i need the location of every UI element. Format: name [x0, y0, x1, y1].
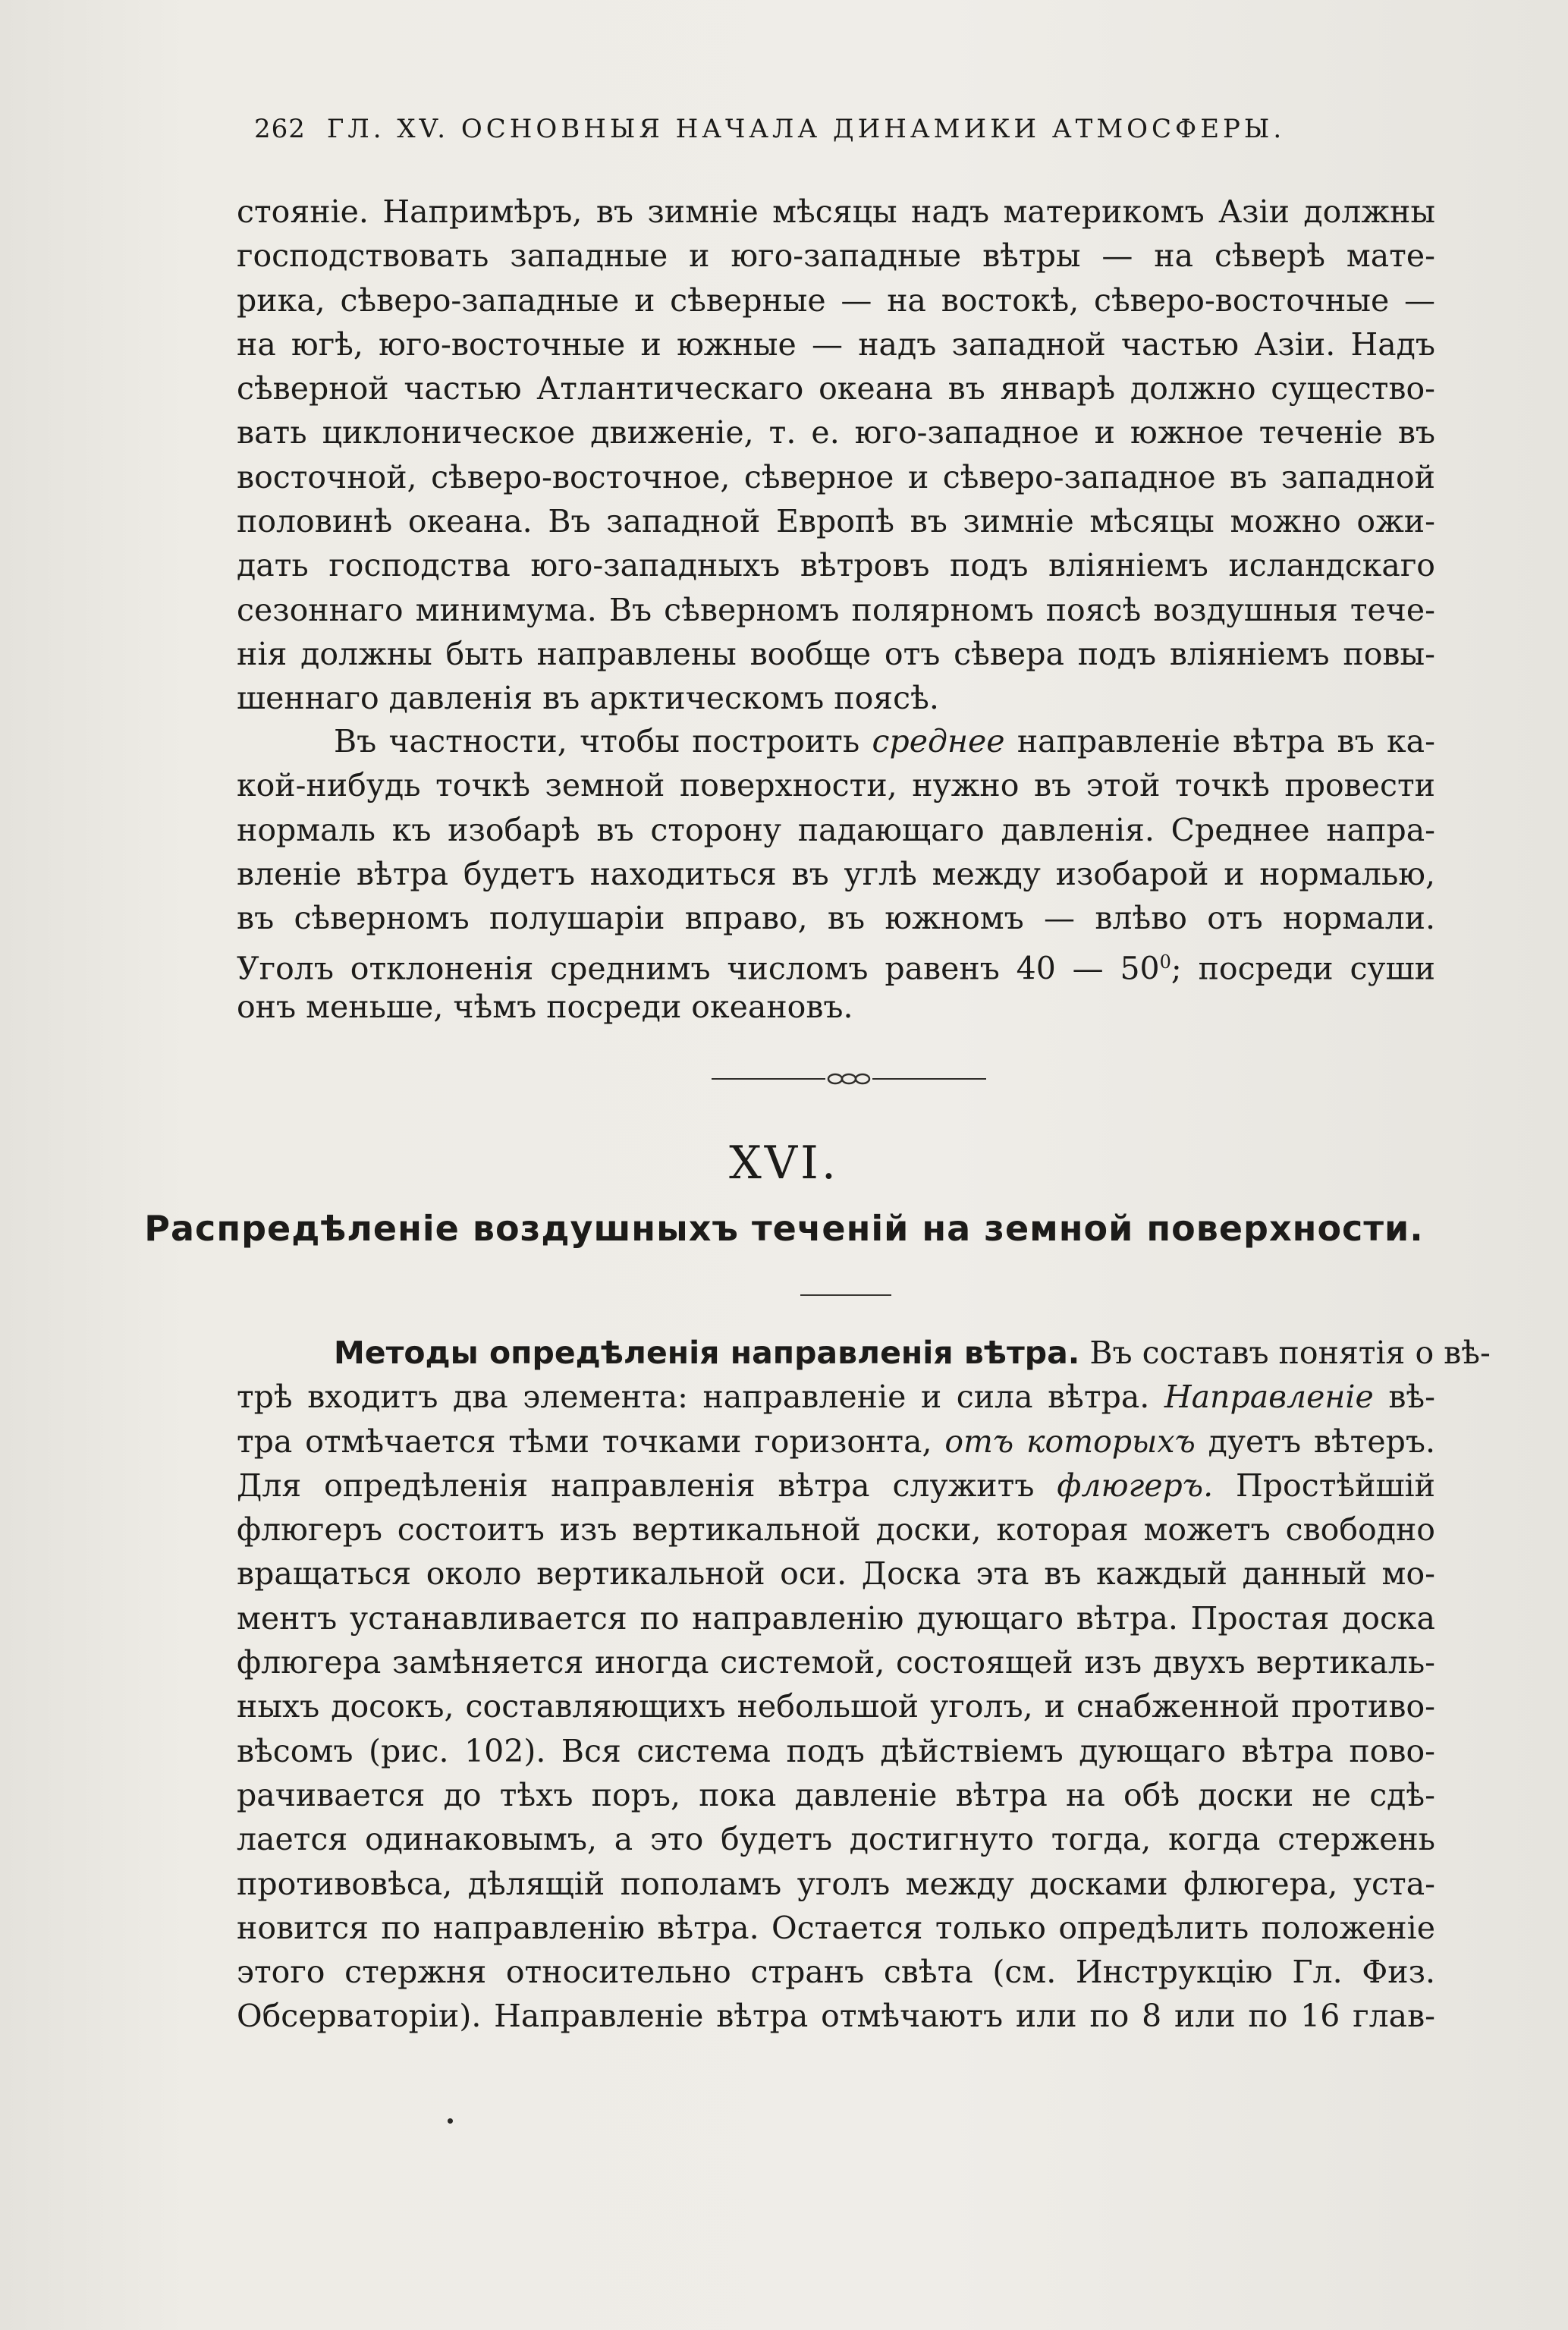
paragraph-3	[237, 1331, 1491, 2039]
text-line: флюгеръ состоитъ изъ вертикальной доски, которая можетъ свободно	[237, 1511, 1435, 1549]
text-line: нормаль къ изобарѣ въ сторону падающаго давленія. Среднее напра-	[237, 811, 1435, 848]
degree-superscript: 0	[1159, 951, 1171, 973]
text-line: вать циклоническое движеніе, т. е. юго-западное и южное теченіе въ	[237, 414, 1435, 451]
emphasis: Направленіе	[1164, 1379, 1374, 1416]
page-number: 262	[254, 114, 306, 144]
text-line: этого стержня относительно странъ свѣта (см. Инструкцію Гл. Физ.	[237, 1954, 1435, 1991]
text-line: нія должны быть направлены вообще отъ сѣвера подъ вліяніемъ повы-	[237, 635, 1435, 672]
text-line: восточной, сѣверо-восточное, сѣверное и сѣверо-западное въ западной	[237, 458, 1435, 495]
text-line: стояніе. Напримѣръ, въ зимніе мѣсяцы надъ материкомъ Азіи должны	[237, 193, 1435, 230]
text-line: вленіе вѣтра будетъ находиться въ углѣ между изобарой и нормалью,	[237, 855, 1435, 892]
text-line: онъ меньше, чѣмъ посреди океановъ.	[237, 988, 853, 1025]
text-line: тра отмѣчается тѣми точками горизонта, отъ которыхъ дуетъ вѣтеръ.	[237, 1423, 1435, 1460]
text-line: Методы опредѣленія направленія вѣтра. Въ составъ понятія о вѣ-	[334, 1335, 1491, 1371]
text-line: половинѣ океана. Въ западной Европѣ въ зимніе мѣсяцы можно ожи-	[237, 503, 1435, 540]
text-line: новится по направленію вѣтра. Остается только опредѣлить положеніе	[237, 1909, 1435, 1946]
paragraph-2	[237, 719, 1435, 1029]
text-line: ныхъ досокъ, составляющихъ небольшой уголъ, и снабженной противо-	[237, 1688, 1435, 1725]
text-line: вѣсомъ (рис. 102). Вся система подъ дѣйствіемъ дующаго вѣтра пово-	[237, 1732, 1435, 1769]
running-head	[254, 114, 1339, 144]
paragraph-1	[237, 190, 1435, 721]
emphasis: среднее	[872, 723, 1005, 759]
text-line: рачивается до тѣхъ поръ, пока давленіе вѣтра на обѣ доски не сдѣ-	[237, 1776, 1435, 1813]
text-line: Въ частности, чтобы построить среднее направленіе вѣтра въ ка-	[334, 723, 1435, 759]
text-line: ментъ устанавливается по направленію дующаго вѣтра. Простая доска	[237, 1599, 1435, 1637]
chapter-running-title: ГЛ. XV. ОСНОВНЫЯ НАЧАЛА ДИНАМИКИ АТМОСФЕРЫ.	[326, 114, 1286, 144]
text-line: сезоннаго минимума. Въ сѣверномъ полярномъ поясѣ воздушныя тече-	[237, 591, 1435, 628]
emphasis: отъ которыхъ	[944, 1423, 1196, 1460]
text-line: дать господства юго-западныхъ вѣтровъ подъ вліяніемъ исландскаго	[237, 547, 1435, 584]
text-line: шеннаго давленія въ арктическомъ поясѣ.	[237, 680, 939, 717]
text-line: Для опредѣленія направленія вѣтра служитъ флюгеръ. Простѣйшій	[237, 1467, 1435, 1504]
ornament-divider	[712, 1070, 986, 1088]
text-line: кой-нибудь точкѣ земной поверхности, нужно въ этой точкѣ провести	[237, 767, 1435, 804]
text-line: Обсерваторіи). Направленіе вѣтра отмѣчаютъ или по 8 или по 16 глав-	[237, 1998, 1435, 2035]
text-line: вращаться около вертикальной оси. Доска эта въ каждый данный мо-	[237, 1555, 1435, 1593]
chapter-number: XVI.	[729, 1137, 839, 1190]
text-line: на югѣ, юго-восточные и южные — надъ западной частью Азіи. Надъ	[237, 325, 1435, 363]
ink-dot	[448, 2118, 453, 2124]
text-line: Уголъ отклоненія среднимъ числомъ равенъ 40 — $50^0$; посреди суши	[237, 951, 1435, 988]
text-line: флюгера замѣняется иногда системой, состоящей изъ двухъ вертикаль-	[237, 1644, 1435, 1681]
text-line: противовѣса, дѣлящій пополамъ уголъ между досками флюгера, уста-	[237, 1865, 1435, 1902]
title-rule	[800, 1294, 891, 1296]
chapter-title: Распредѣленіе воздушныхъ теченій на земной поверхности.	[144, 1208, 1424, 1249]
run-in-heading: Методы опредѣленія направленія вѣтра.	[334, 1335, 1080, 1371]
emphasis: флюгеръ.	[1057, 1467, 1214, 1504]
text-line: трѣ входитъ два элемента: направленіе и сила вѣтра. Направленіе вѣ-	[237, 1379, 1435, 1416]
text-line: господствовать западные и юго-западные вѣтры — на сѣверѣ мате-	[237, 237, 1435, 275]
text-line: въ сѣверномъ полушаріи вправо, въ южномъ — влѣво отъ нормали.	[237, 900, 1435, 937]
text-line: сѣверной частью Атлантическаго океана въ январѣ должно существо-	[237, 370, 1435, 407]
text-line: рика, сѣверо-западные и сѣверные — на востокѣ, сѣверо-восточные —	[237, 281, 1435, 319]
text-line: лается одинаковымъ, а это будетъ достигнуто тогда, когда стержень	[237, 1821, 1435, 1858]
